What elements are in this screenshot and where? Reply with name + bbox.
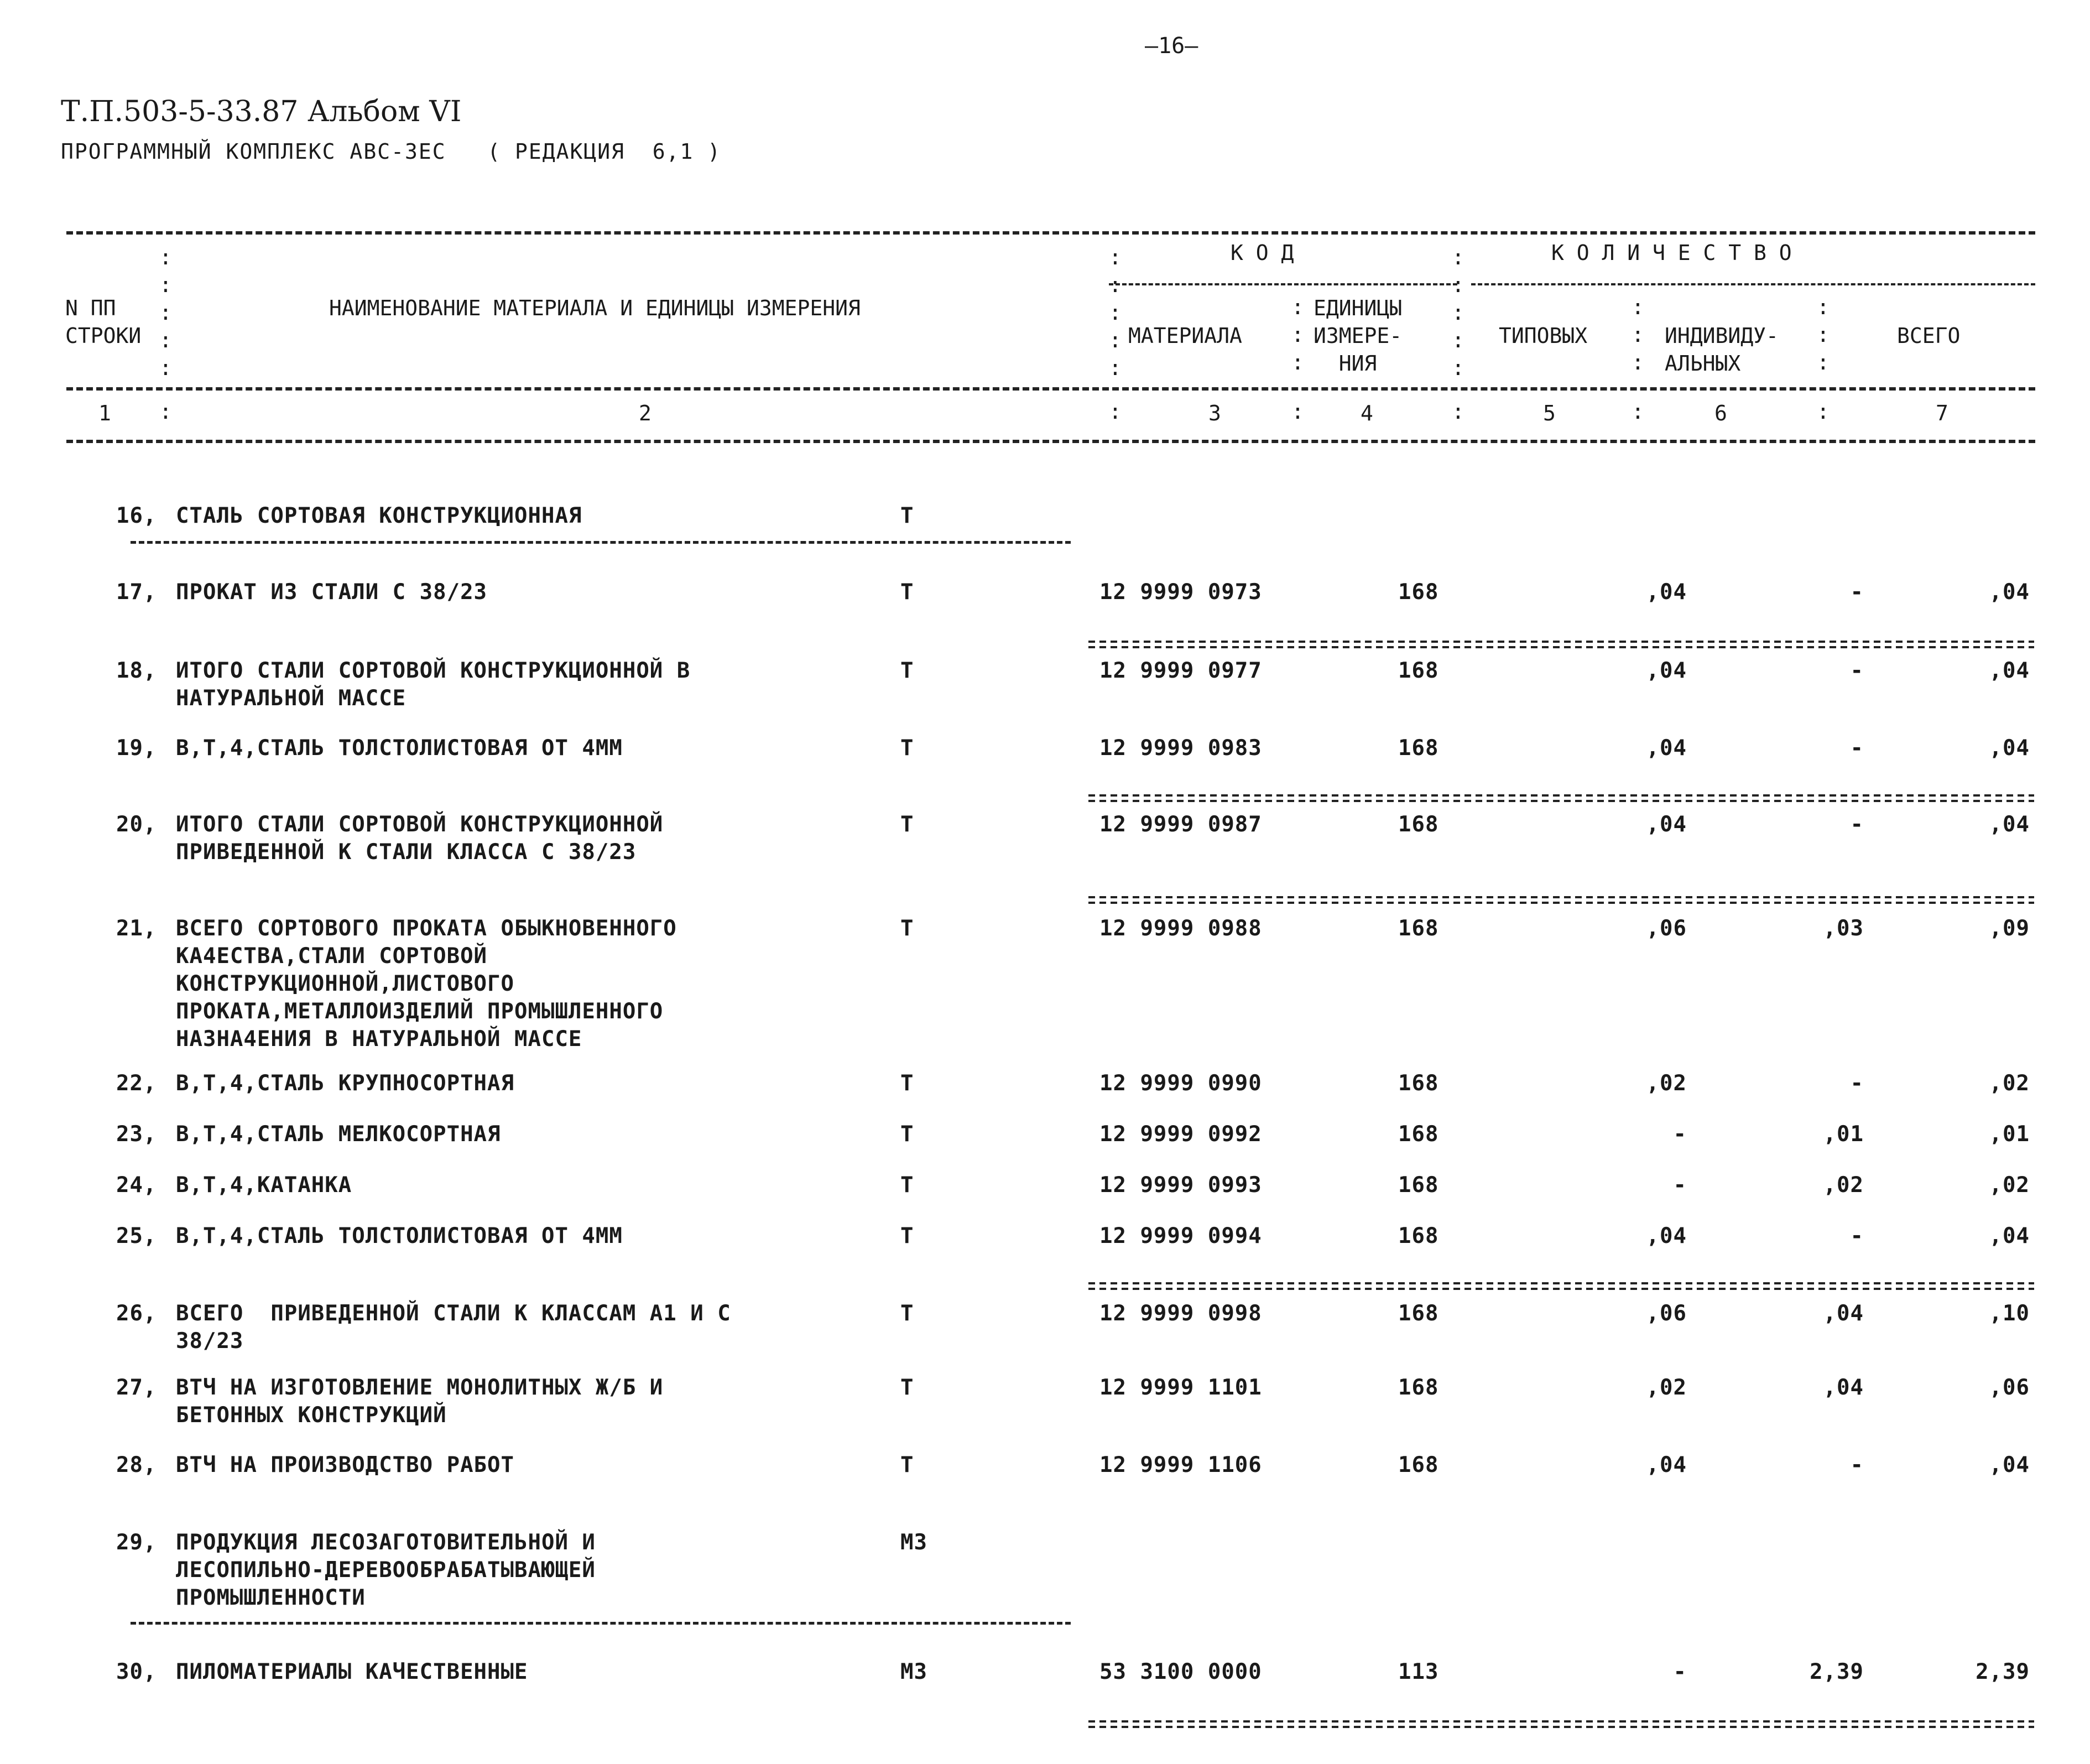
material-name: В,Т,4,КАТАНКА — [176, 1173, 352, 1198]
material-name: ПРОКАТ ИЗ СТАЛИ С 38/23 — [176, 580, 488, 605]
row-number: 24, — [116, 1173, 157, 1198]
subtotal-rule — [1088, 1282, 2034, 1291]
column-number-4: 4 — [1361, 401, 1373, 425]
material-name: В,Т,4,СТАЛЬ ТОЛСТОЛИСТОВАЯ ОТ 4ММ — [176, 1224, 623, 1248]
qty-total: ,02 — [1989, 1071, 2030, 1096]
unit-code: 168 — [1398, 916, 1439, 941]
column-number-3: 3 — [1208, 401, 1221, 425]
header-qty-typical: ТИПОВЫХ — [1499, 324, 1588, 348]
unit-code: 168 — [1398, 1071, 1439, 1096]
qty-total: ,04 — [1989, 812, 2030, 837]
qty-total: ,06 — [1989, 1375, 2030, 1400]
header-bottom-rule — [66, 440, 2035, 443]
material-code: 12 9999 0990 — [1099, 1071, 1262, 1096]
material-name: В,Т,4,СТАЛЬ МЕЛКОСОРТНАЯ — [176, 1122, 501, 1147]
qty-individual: ,01 — [1823, 1122, 1864, 1147]
header-separators: : : : — [1632, 295, 1644, 374]
header-qty-rule — [1471, 283, 2035, 285]
qty-typical: ,04 — [1646, 1453, 1687, 1477]
qty-individual: - — [1850, 1453, 1864, 1477]
qty-individual: ,03 — [1823, 916, 1864, 941]
qty-typical: ,06 — [1646, 1301, 1687, 1326]
unit-code: 168 — [1398, 1173, 1439, 1198]
header-separators: : : : — [1291, 295, 1304, 374]
qty-total: ,09 — [1989, 916, 2030, 941]
qty-total: ,10 — [1989, 1301, 2030, 1326]
row-number: 20, — [116, 812, 157, 837]
header-qty-group: К О Л И Ч Е С Т В О — [1551, 241, 1792, 265]
header-name: НАИМЕНОВАНИЕ МАТЕРИАЛА И ЕДИНИЦЫ ИЗМЕРЕНИЯ — [329, 296, 861, 320]
unit-of-measure: Т — [900, 812, 914, 837]
header-kod-unit: ЕДИНИЦЫ ИЗМЕРЕ- НИЯ — [1314, 296, 1403, 376]
row-number: 25, — [116, 1224, 157, 1248]
document-title: Т.П.503-5-33.87 Альбом VI — [61, 95, 462, 128]
unit-of-measure: М3 — [900, 1659, 927, 1684]
row-number: 22, — [116, 1071, 157, 1096]
material-code: 12 9999 1106 — [1099, 1453, 1262, 1477]
material-name: ВТЧ НА ИЗГОТОВЛЕНИЕ МОНОЛИТНЫХ Ж/Б И БЕТОННЫХ КОНСТРУКЦИЙ — [176, 1375, 664, 1428]
header-separators: : — [159, 399, 172, 424]
qty-typical: ,04 — [1646, 658, 1687, 683]
qty-typical: ,04 — [1646, 812, 1687, 837]
qty-total: ,04 — [1989, 1453, 2030, 1477]
row-number: 30, — [116, 1659, 157, 1684]
material-name: ИТОГО СТАЛИ СОРТОВОЙ КОНСТРУКЦИОННОЙ ПРИВЕДЕННОЙ К СТАЛИ КЛАССА С 38/23 — [176, 812, 664, 865]
subtotal-rule — [1088, 1720, 2034, 1729]
material-code: 12 9999 0994 — [1099, 1224, 1262, 1248]
row-number: 21, — [116, 916, 157, 941]
document-subtitle: ПРОГРАММНЫЙ КОМПЛЕКС АВС-3ЕС ( РЕДАКЦИЯ 6,1 ) — [61, 139, 722, 164]
material-name: ПИЛОМАТЕРИАЛЫ КАЧЕСТВЕННЫЕ — [176, 1659, 528, 1684]
header-separators: : : : : : — [1109, 245, 1122, 380]
unit-of-measure: Т — [900, 1122, 914, 1147]
column-number-2: 2 — [639, 401, 652, 425]
qty-typical: ,04 — [1646, 580, 1687, 605]
qty-typical: - — [1673, 1173, 1687, 1198]
qty-individual: ,04 — [1823, 1375, 1864, 1400]
qty-total: 2,39 — [1976, 1659, 2030, 1684]
column-number-5: 5 — [1543, 401, 1556, 425]
unit-code: 168 — [1398, 1453, 1439, 1477]
row-number: 26, — [116, 1301, 157, 1326]
unit-of-measure: Т — [900, 736, 914, 761]
unit-of-measure: Т — [900, 580, 914, 605]
qty-total: ,04 — [1989, 736, 2030, 761]
unit-of-measure: Т — [900, 1173, 914, 1198]
material-code: 12 9999 0977 — [1099, 658, 1262, 683]
material-name: ВСЕГО ПРИВЕДЕННОЙ СТАЛИ К КЛАССАМ А1 И С 38/23 — [176, 1301, 731, 1354]
qty-typical: - — [1673, 1122, 1687, 1147]
header-qty-individual: ИНДИВИДУ- АЛЬНЫХ — [1665, 324, 1779, 376]
qty-typical: - — [1673, 1659, 1687, 1684]
material-code: 53 3100 0000 — [1099, 1659, 1262, 1684]
row-number: 17, — [116, 580, 157, 605]
subtotal-rule — [1088, 641, 2034, 649]
qty-total: ,02 — [1989, 1173, 2030, 1198]
column-number-1: 1 — [98, 401, 111, 425]
header-rownum: N ПП СТРОКИ — [65, 296, 142, 348]
header-separators: : — [1109, 399, 1122, 424]
material-name: ИТОГО СТАЛИ СОРТОВОЙ КОНСТРУКЦИОННОЙ В НАТУРАЛЬНОЙ МАССЕ — [176, 658, 691, 711]
unit-code: 168 — [1398, 658, 1439, 683]
unit-of-measure: Т — [900, 503, 914, 528]
material-name: СТАЛЬ СОРТОВАЯ КОНСТРУКЦИОННАЯ — [176, 503, 582, 528]
qty-total: ,01 — [1989, 1122, 2030, 1147]
header-separators: : — [1291, 399, 1304, 424]
header-separators: : : : — [1817, 295, 1830, 374]
material-code: 12 9999 0993 — [1099, 1173, 1262, 1198]
material-code: 12 9999 0992 — [1099, 1122, 1262, 1147]
qty-typical: ,04 — [1646, 736, 1687, 761]
unit-of-measure: Т — [900, 1301, 914, 1326]
header-kod-group: К О Д — [1231, 241, 1294, 265]
qty-individual: 2,39 — [1810, 1659, 1864, 1684]
subtotal-rule — [1088, 794, 2034, 803]
header-separators: : — [1632, 399, 1644, 424]
qty-typical: ,02 — [1646, 1071, 1687, 1096]
unit-code: 113 — [1398, 1659, 1439, 1684]
qty-typical: ,06 — [1646, 916, 1687, 941]
qty-typical: ,02 — [1646, 1375, 1687, 1400]
material-code: 12 9999 0988 — [1099, 916, 1262, 941]
row-number: 27, — [116, 1375, 157, 1400]
material-code: 12 9999 0987 — [1099, 812, 1262, 837]
qty-total: ,04 — [1989, 580, 2030, 605]
qty-total: ,04 — [1989, 1224, 2030, 1248]
material-name: ВТЧ НА ПРОИЗВОДСТВО РАБОТ — [176, 1453, 514, 1477]
row-number: 28, — [116, 1453, 157, 1477]
column-number-6: 6 — [1714, 401, 1727, 425]
qty-individual: - — [1850, 658, 1864, 683]
material-code: 12 9999 0973 — [1099, 580, 1262, 605]
material-code: 12 9999 1101 — [1099, 1375, 1262, 1400]
header-separators: : : : : : — [159, 245, 172, 380]
qty-typical: ,04 — [1646, 1224, 1687, 1248]
qty-individual: - — [1850, 580, 1864, 605]
header-separators: : : : : : — [1452, 245, 1464, 380]
row-number: 16, — [116, 503, 157, 528]
unit-code: 168 — [1398, 812, 1439, 837]
material-name: ПРОДУКЦИЯ ЛЕСОЗАГОТОВИТЕЛЬНОЙ И ЛЕСОПИЛЬНО-ДЕРЕВООБРАБАТЫВАЮЩЕЙ ПРОМЫШЛЕННОСТИ — [176, 1530, 596, 1610]
unit-code: 168 — [1398, 580, 1439, 605]
material-code: 12 9999 0983 — [1099, 736, 1262, 761]
header-kod-rule — [1109, 283, 1457, 285]
material-code: 12 9999 0998 — [1099, 1301, 1262, 1326]
row-number: 18, — [116, 658, 157, 683]
material-name: В,Т,4,СТАЛЬ ТОЛСТОЛИСТОВАЯ ОТ 4ММ — [176, 736, 623, 761]
qty-individual: - — [1850, 1224, 1864, 1248]
qty-individual: - — [1850, 1071, 1864, 1096]
unit-of-measure: Т — [900, 658, 914, 683]
material-name: В,Т,4,СТАЛЬ КРУПНОСОРТНАЯ — [176, 1071, 514, 1096]
qty-individual: ,04 — [1823, 1301, 1864, 1326]
header-separators: : — [1452, 399, 1464, 424]
section-rule — [131, 541, 1071, 544]
header-kod-material: МАТЕРИАЛА — [1128, 324, 1242, 348]
header-mid-rule — [66, 387, 2035, 391]
header-separators: : — [1817, 399, 1830, 424]
unit-of-measure: Т — [900, 1071, 914, 1096]
unit-of-measure: Т — [900, 1224, 914, 1248]
unit-code: 168 — [1398, 736, 1439, 761]
row-number: 23, — [116, 1122, 157, 1147]
unit-code: 168 — [1398, 1122, 1439, 1147]
row-number: 29, — [116, 1530, 157, 1555]
qty-individual: ,02 — [1823, 1173, 1864, 1198]
qty-individual: - — [1850, 812, 1864, 837]
header-qty-total: ВСЕГО — [1897, 324, 1961, 348]
section-rule — [131, 1622, 1071, 1625]
header-top-rule — [66, 231, 2035, 235]
unit-code: 168 — [1398, 1375, 1439, 1400]
unit-code: 168 — [1398, 1224, 1439, 1248]
unit-of-measure: М3 — [900, 1530, 927, 1555]
unit-of-measure: Т — [900, 1453, 914, 1477]
material-name: ВСЕГО СОРТОВОГО ПРОКАТА ОБЫКНОВЕННОГО КА4ЕСТВА,СТАЛИ СОРТОВОЙ КОНСТРУКЦИОННОЙ,ЛИСТОВОГО ПРОКАТА,МЕТАЛЛОИЗДЕЛИЙ ПРОМЫШЛЕННОГО НАЗНА4ЕНИЯ В НАТУРАЛЬНОЙ МАССЕ — [176, 916, 677, 1052]
unit-of-measure: Т — [900, 916, 914, 941]
subtotal-rule — [1088, 896, 2034, 905]
unit-code: 168 — [1398, 1301, 1439, 1326]
column-number-7: 7 — [1936, 401, 1948, 425]
qty-individual: - — [1850, 736, 1864, 761]
page-number: —16— — [1145, 33, 1198, 59]
qty-total: ,04 — [1989, 658, 2030, 683]
unit-of-measure: Т — [900, 1375, 914, 1400]
row-number: 19, — [116, 736, 157, 761]
